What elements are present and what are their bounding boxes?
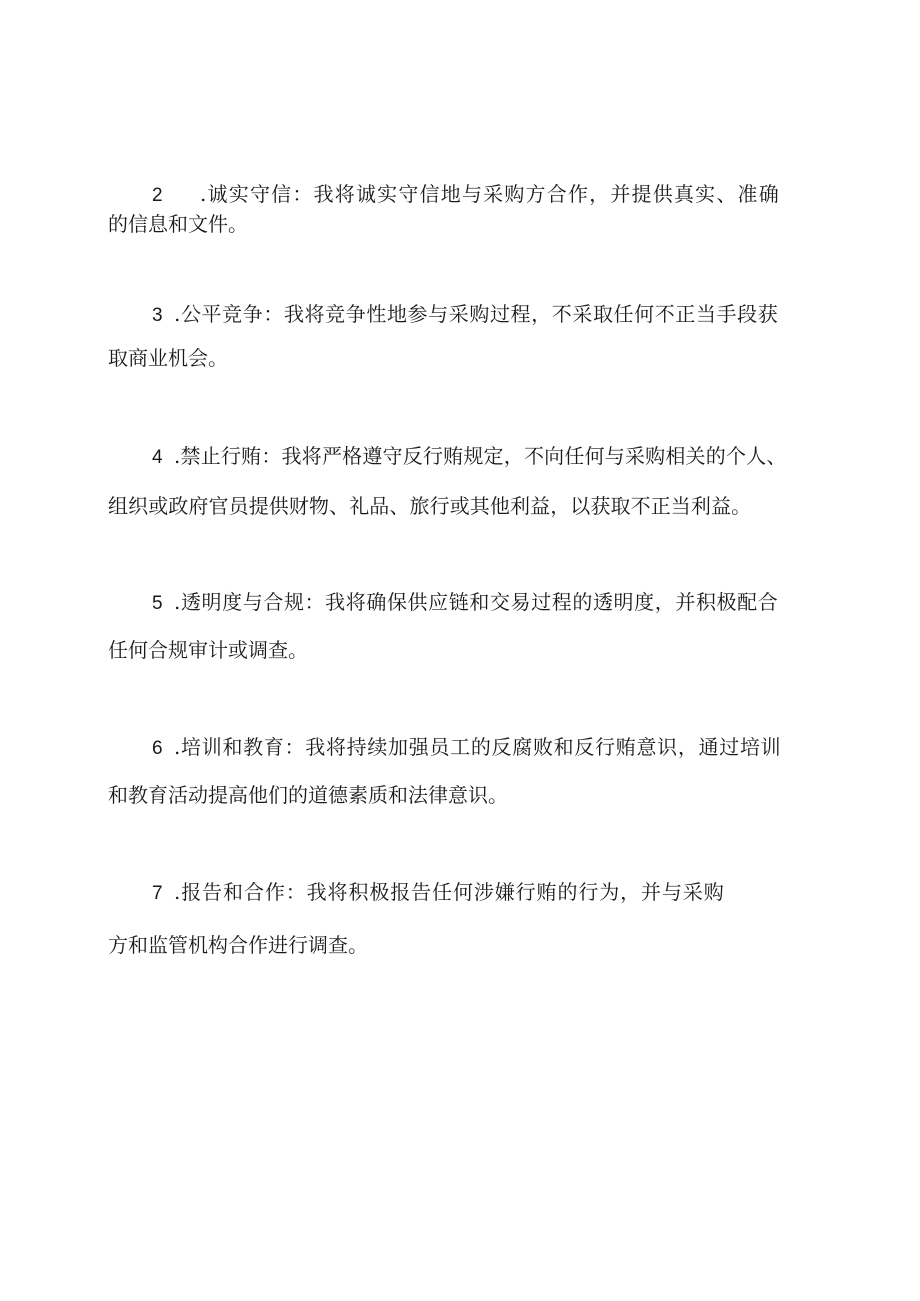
clause-continuation-text: 取商业机会。 [108,346,228,370]
clause-continuation-line [108,344,228,372]
clause-number: 4 [152,447,163,468]
clause-continuation-text: 和教育活动提高他们的道德素质和法律意识。 [108,783,508,807]
clause-first-line [152,588,778,616]
clause-heading-text: .公平竞争：我将竞争性地参与采购过程，不采取任何不正当手段获 [174,302,779,326]
clause-continuation-text: 任何合规审计或调查。 [108,638,308,662]
clause-number: 5 [152,593,163,614]
clause-heading-text: .培训和教育：我将持续加强员工的反腐败和反行贿意识，通过培训 [174,735,782,759]
clause-continuation-line [108,210,248,238]
clause-heading-text: .诚实守信：我将诚实守信地与采购方合作，并提供真实、准确 [200,182,780,206]
clause-continuation-line [108,781,508,809]
clause-first-line [152,180,780,208]
clause-heading-text: .报告和合作：我将积极报告任何涉嫌行贿的行为，并与采购 [174,880,725,904]
clause-continuation-text: 的信息和文件。 [108,212,248,236]
clause-number: 3 [152,305,163,326]
clause-continuation-text: 组织或政府官员提供财物、礼品、旅行或其他利益，以获取不正当利益。 [108,494,752,518]
clause-continuation-line [108,636,308,664]
clause-heading-text: .透明度与合规：我将确保供应链和交易过程的透明度，并积极配合 [174,590,779,614]
clause-first-line [152,733,781,761]
clause-number: 7 [152,883,163,904]
clause-first-line [152,878,725,906]
clause-continuation-line [108,492,751,520]
clause-number: 6 [152,738,163,759]
clause-first-line [152,300,778,328]
clause-continuation-line [108,931,368,959]
clause-first-line [152,442,787,470]
clause-heading-text: .禁止行贿：我将严格遵守反行贿规定，不向任何与采购相关的个人、 [174,444,787,468]
clause-continuation-text: 方和监管机构合作进行调查。 [108,933,368,957]
clause-number: 2 [152,185,163,206]
